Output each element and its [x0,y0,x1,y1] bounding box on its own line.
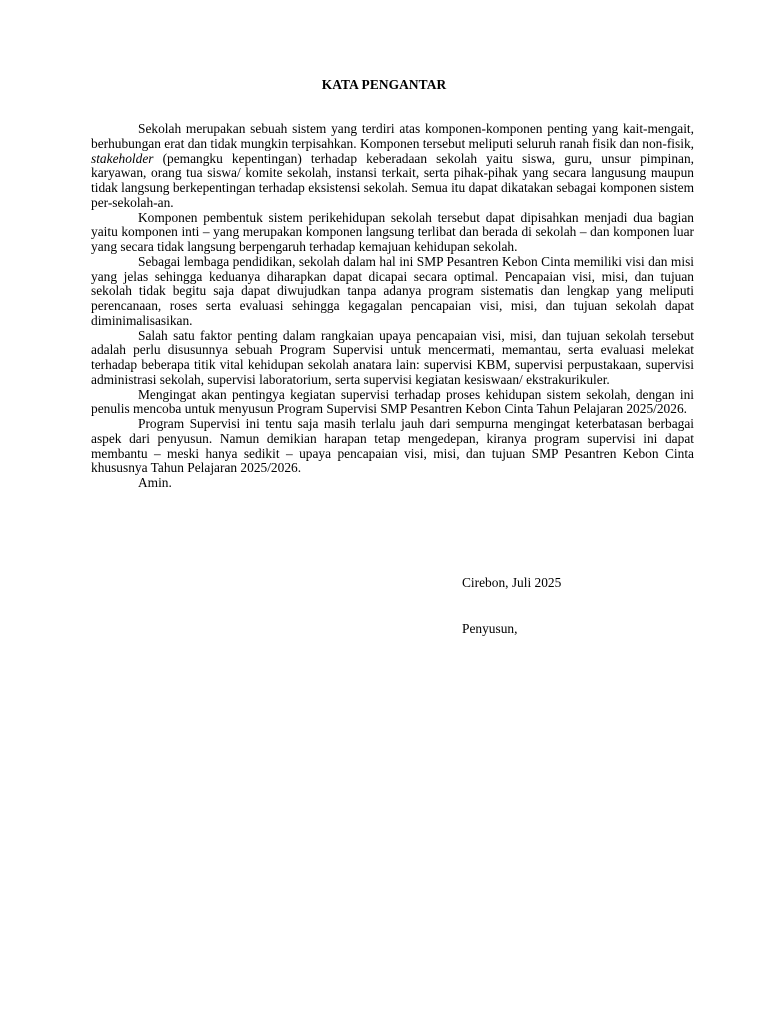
place-and-date: Cirebon, Juli 2025 [462,575,562,590]
paragraph-5: Mengingat akan pentingya kegiatan supervisi terhadap proses kehidupan sistem sekolah, dengan ini penulis mencoba untuk menyusun Program Supervisi SMP Pesantren Kebon Cinta Tahun Pelajaran 2025/2026. [91,386,694,417]
paragraph-6: Program Supervisi ini tentu saja masih terlalu jauh dari sempurna mengingat keterbatasan berbagai aspek dari penyusun. Namun demikian harapan tetap mengedepan, kiranya program supervisi ini dapat membantu – meski hanya sedikit – upaya pencapaian visi, misi, dan tujuan SMP Pesantren Kebon Cinta khususnya Tahun Pelajaran 2025/2026. [91,416,694,476]
paragraph-4: Salah satu faktor penting dalam rangkaian upaya pencapaian visi, misi, dan tujuan sekolah tersebut adalah perlu disusunnya sebuah Program Supervisi untuk mencermati, memantau, serta evaluasi melekat terhadap beberapa titik vital kehidupan sekolah anatara lain: supervisi KBM, supervisi perpustakaan, supervisi administrasi sekolah, supervisi laboratorium, serta supervisi kegiatan kesiswaan/ ekstrakurikuler. [91,327,694,387]
paragraph-3: Sebagai lembaga pendidikan, sekolah dalam hal ini SMP Pesantren Kebon Cinta memiliki visi dan misi yang jelas sehingga keduanya diharapkan dapat dicapai secara optimal. Pencapaian visi, misi, dan tujuan sekolah tidak begitu saja dapat diwujudkan tanpa adanya program sistematis dan lengkap yang meliputi perencanaan, roses serta evaluasi sehingga kegagalan pencapaian visi, misi, dan tujuan sekolah dapat diminimalisasikan. [91,253,694,328]
page-title: KATA PENGANTAR [321,77,447,92]
closing-amen: Amin. [138,475,172,490]
signer-label: Penyusun, [462,621,518,636]
paragraph-1-italic-term: stakeholder [91,150,154,166]
document-body [91,122,694,491]
paragraph-2: Komponen pembentuk sistem perikehidupan sekolah tersebut dapat dipisahkan menjadi dua bagian yaitu komponen inti – yang merupakan komponen langsung terlibat dan berada di sekolah – dan komponen luar yang secara tidak langsung berpengaruh terhadap kemajuan kehidupan sekolah. [91,209,694,254]
paragraph-1 [91,122,694,211]
paragraph-1-text-b: (pemangku kepentingan) terhadap keberadaan sekolah yaitu siswa, guru, unsur pimpinan, karyawan, orang tua siswa/ komite sekolah, instansi terkait, serta pihak-pihak yang secara langusung maupun tidak langsung berkepentingan terhadap eksistensi sekolah. Semua itu dapat dikatakan sebagai komponen sistem per-sekolah-an. [91,150,694,210]
paragraph-1-text-a: Sekolah merupakan sebuah sistem yang terdiri atas komponen-komponen penting yang kait-mengait, berhubungan erat dan tidak mungkin terpisahkan. Komponen tersebut meliputi seluruh ranah fisik dan non-fisik, [91,121,694,151]
